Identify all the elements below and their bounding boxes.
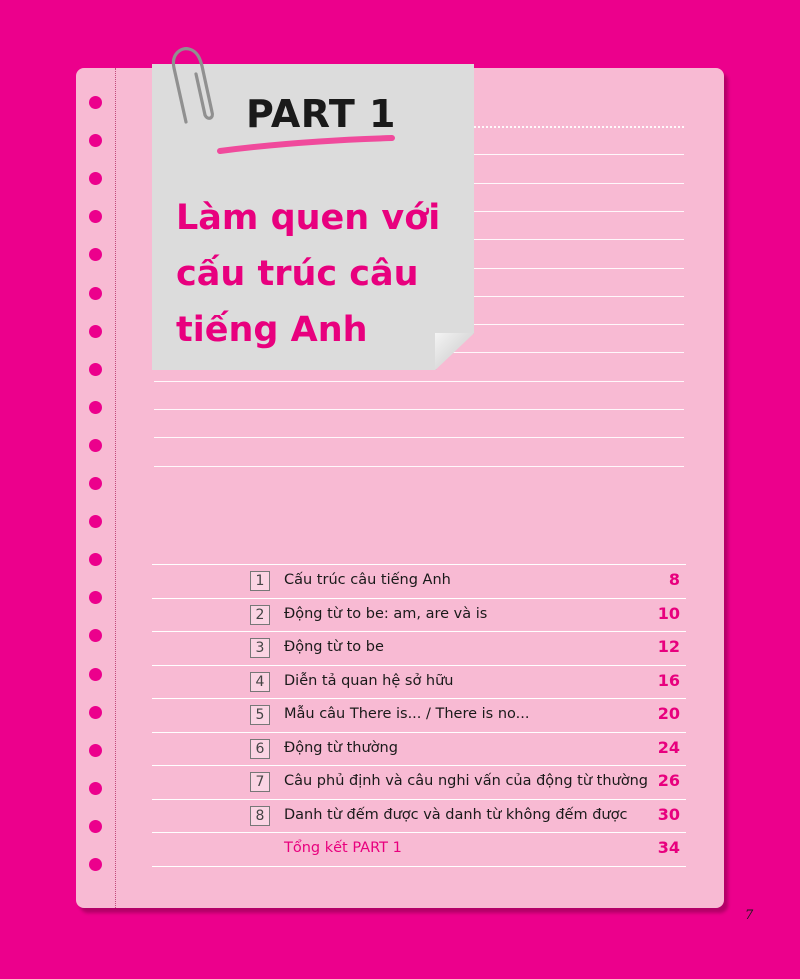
- binder-hole: [89, 629, 102, 642]
- ruled-line: [154, 466, 684, 467]
- binder-hole: [89, 820, 102, 833]
- toc-item-page: 24: [657, 737, 680, 757]
- toc-item[interactable]: [152, 765, 686, 799]
- toc-item[interactable]: [152, 732, 686, 766]
- toc-summary[interactable]: [152, 832, 686, 867]
- binder-hole: [89, 210, 102, 223]
- binder-hole: [89, 439, 102, 452]
- chapter-title-line: tiếng Anh: [176, 310, 368, 350]
- binder-hole: [89, 134, 102, 147]
- toc-item[interactable]: [152, 698, 686, 732]
- toc-item-page: 20: [657, 704, 680, 723]
- toc-item-page: 10: [657, 603, 680, 623]
- toc-item-title: Diễn tả quan hệ sở hữu: [284, 672, 454, 689]
- binder-hole: [89, 591, 102, 604]
- toc-item[interactable]: [152, 665, 686, 699]
- ruled-line: [154, 437, 684, 438]
- binder-hole: [89, 172, 102, 185]
- toc-item-title: Động từ to be: am, are và is: [284, 605, 488, 622]
- binder-hole: [89, 96, 102, 109]
- binder-hole: [89, 515, 102, 528]
- ruled-line: [154, 381, 684, 382]
- toc-item[interactable]: [152, 564, 686, 598]
- binder-hole: [89, 477, 102, 490]
- page-number: 7: [745, 908, 754, 923]
- toc-item-page: 30: [657, 804, 680, 824]
- toc-item[interactable]: [152, 598, 686, 632]
- toc-item-page: 16: [657, 670, 680, 690]
- paperclip-icon: [168, 44, 220, 126]
- binder-hole: [89, 553, 102, 566]
- toc-summary-page: 34: [657, 838, 680, 857]
- toc-item[interactable]: [152, 631, 686, 665]
- toc-item-page: 26: [657, 771, 680, 790]
- toc-item-title: Mẫu câu There is... / There is no...: [284, 706, 530, 722]
- table-of-contents: [152, 564, 686, 867]
- binder-hole: [89, 858, 102, 871]
- toc-item-number: 4: [250, 672, 270, 692]
- toc-item-number: 2: [250, 605, 270, 625]
- toc-item[interactable]: [152, 799, 686, 833]
- toc-item-title: Cấu trúc câu tiếng Anh: [284, 572, 451, 588]
- toc-item-title: Động từ thường: [284, 739, 398, 756]
- binder-hole: [89, 401, 102, 414]
- binder-hole: [89, 248, 102, 261]
- binder-hole: [89, 363, 102, 376]
- margin-line: [115, 68, 116, 908]
- chapter-title: [176, 190, 440, 358]
- part-label: PART 1: [246, 92, 396, 136]
- toc-item-number: 6: [250, 739, 270, 759]
- binder-hole: [89, 668, 102, 681]
- toc-item-title: Câu phủ định và câu nghi vấn của động từ thường: [284, 773, 648, 789]
- toc-item-title: Danh từ đếm được và danh từ không đếm được: [284, 806, 628, 823]
- toc-item-number: 7: [250, 772, 270, 792]
- binder-hole: [89, 706, 102, 719]
- binder-hole: [89, 325, 102, 338]
- toc-item-title: Động từ to be: [284, 639, 384, 655]
- ruled-line: [154, 409, 684, 410]
- binder-hole: [89, 744, 102, 757]
- chapter-title-line: Làm quen với: [176, 198, 441, 238]
- toc-item-number: 8: [250, 806, 270, 826]
- toc-item-page: 12: [657, 637, 680, 656]
- toc-summary-title: Tổng kết PART 1: [284, 840, 402, 856]
- part-underline-stroke: [216, 134, 396, 156]
- toc-item-page: 8: [668, 570, 680, 589]
- binder-hole: [89, 287, 102, 300]
- chapter-title-line: cấu trúc câu: [176, 254, 419, 294]
- toc-item-number: 5: [250, 705, 270, 725]
- binder-hole: [89, 782, 102, 795]
- toc-item-number: 1: [250, 571, 270, 591]
- toc-item-number: 3: [250, 638, 270, 658]
